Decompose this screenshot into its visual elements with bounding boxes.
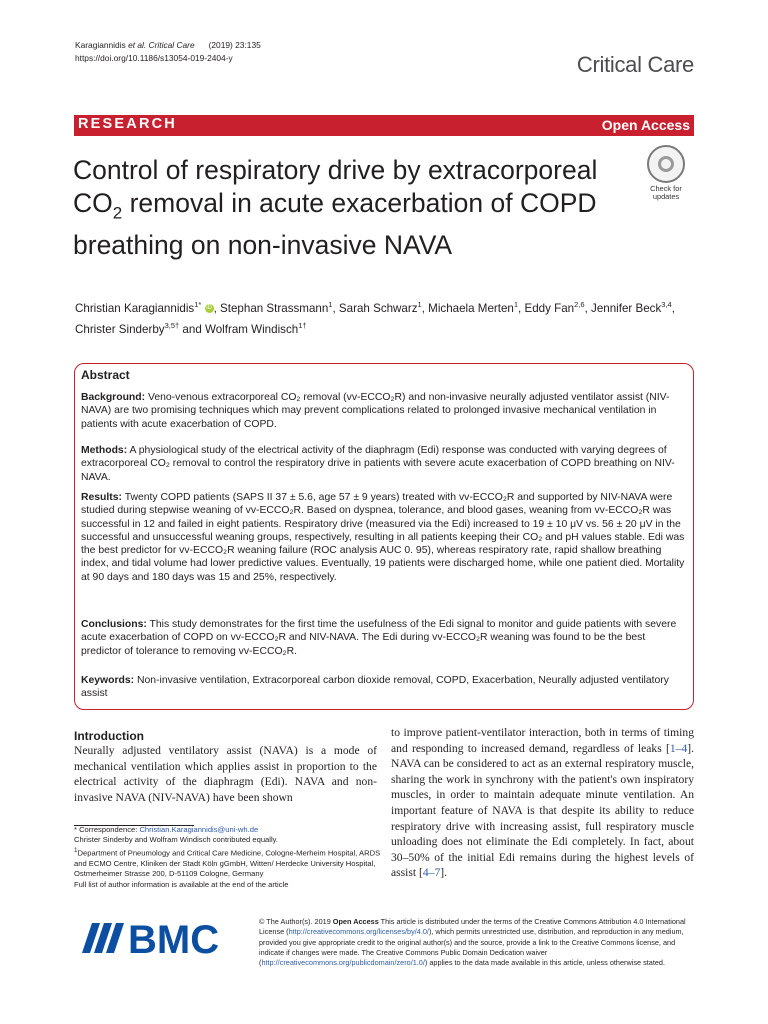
abstract-heading: Abstract bbox=[81, 368, 130, 382]
intro-text: to improve patient-ventilator interaction, both in terms of timing and responding to increased demand, regardless of leaks [ bbox=[391, 726, 694, 755]
introduction-heading: Introduction bbox=[74, 729, 144, 743]
methods-label: Methods: bbox=[81, 445, 128, 456]
full-list-note: Full list of author information is available at the end of the article bbox=[74, 879, 289, 889]
abstract-keywords bbox=[81, 674, 686, 701]
author: Stephan Strassmann bbox=[220, 301, 329, 315]
license-link[interactable]: http://creativecommons.org/licenses/by/4.0/ bbox=[288, 927, 429, 937]
license-part: ), which permits unrestricted use, distribution, and reproduction in any medium, provided you give appropriate credit to the original author(s) and the source, provide a link to the Creative Commons license, and indicate if changes were made. The Creative Commons Public Domain Dedication waiver ( bbox=[259, 927, 684, 968]
authors-and: and bbox=[182, 322, 202, 336]
open-access-label: Open Access bbox=[601, 117, 690, 133]
license-part: This article is distributed under the terms of the Creative Commons Attribution 4.0 International License ( bbox=[259, 917, 686, 937]
keywords-label: Keywords: bbox=[81, 675, 135, 686]
author-affiliation: 1 bbox=[417, 300, 422, 309]
affiliation-note bbox=[74, 846, 384, 880]
abstract-methods bbox=[81, 444, 686, 484]
header-authors: Karagiannidis bbox=[75, 40, 126, 50]
running-header bbox=[75, 39, 261, 64]
title-part1: Control of respiratory drive by extracorporeal CO bbox=[73, 155, 598, 218]
header-doi[interactable]: https://doi.org/10.1186/s13054-019-2404-y bbox=[75, 52, 233, 63]
author: Eddy Fan bbox=[524, 301, 575, 315]
check-updates-line2: updates bbox=[652, 191, 680, 201]
intro-text: ]. bbox=[440, 866, 448, 880]
author: Michaela Merten bbox=[428, 301, 514, 315]
license-text bbox=[259, 917, 689, 968]
correspondence-label: * Correspondence: bbox=[74, 825, 138, 834]
results-label: Results: bbox=[81, 492, 122, 503]
author: Christian Karagiannidis bbox=[75, 301, 195, 315]
author-affiliation: 1* bbox=[194, 300, 202, 309]
bmc-logo-text: BMC bbox=[128, 918, 220, 959]
journal-name: Critical Care bbox=[576, 52, 694, 77]
author-affiliation: 2,6 bbox=[574, 300, 585, 309]
license-part: © The Author(s). 2019 bbox=[259, 917, 333, 926]
author-affiliation: 3,5† bbox=[164, 320, 180, 330]
article-type-banner bbox=[74, 115, 694, 136]
introduction-left-column: Neurally adjusted ventilatory assist (NAVA) is a mode of mechanical ventilation which applies assist in proportion to the electrical activity of the diaphragm (Edi). NAVA and non-invasive NAVA (NIV-NAVA) have been shown bbox=[74, 744, 377, 804]
methods-text: A physiological study of the electrical activity of the diaphragm (Edi) response was conducted with varying degrees of extracorporeal CO₂ removal to control the respiratory drive in patients with severe acute exacerbation of COPD breathing on NIV-NAVA. bbox=[81, 445, 675, 483]
license-part: ) applies to the data made available in this article, unless otherwise stated. bbox=[424, 958, 666, 968]
bmc-logo-icon bbox=[82, 923, 124, 953]
bmc-logo bbox=[78, 915, 228, 959]
affiliation-text: Department of Pneumology and Critical Care Medicine, Cologne-Merheim Hospital, ARDS and ECMO Centre, Kliniken der Stadt Köln gGmbH, Witten/ Herdecke University Hospital, Ostmerheimer Strasse 200, D-51109 Cologne, Germany bbox=[74, 848, 381, 879]
check-for-updates-badge[interactable] bbox=[640, 145, 692, 203]
intro-text: ]. NAVA can be considered to act as an external respiratory muscle, sharing the work in synchrony with the patient's own inspiratory muscles, in order to maintain adequate minute ventilation. An important feature of NAVA is that despite its ability to reduce respiratory drive with increasing assist, full respiratory muscle unloading does not eliminate the Edi completely. In fact, about 30–50% of the initial Edi remains during the highest levels of assist [ bbox=[391, 741, 694, 880]
affiliation-number: 1 bbox=[74, 846, 78, 854]
results-text: Twenty COPD patients (SAPS II 37 ± 5.6, age 57 ± 9 years) treated with vv-ECCO₂R and supported by NIV-NAVA were studied during stepwise weaning of vv-ECCO₂R. Based on dyspnea, tolerance, and blood gases, weaning from vv-ECCO₂R was successful in 12 and failed in eight patients. Respiratory drive (measured via the Edi) increased to 19 ± 10 μV vs. 56 ± 20 μV in the successful and unsuccessful weaning groups, respectively, resulting in all patients keeping their CO₂ and pH values stable. Edi was the best predictor for vv-ECCO₂R weaning failure (ROC analysis AUC 0. 95), whereas respiratory rate, rapid shallow breathing index, and tidal volume had lower predictive values. Eventually, 19 patients were discharged home, while one patient died. Mortality at 90 days and 180 days was 15 and 25%, respectively. bbox=[81, 492, 685, 583]
citation-link[interactable]: 1–4 bbox=[669, 741, 688, 755]
author: Christer Sinderby bbox=[75, 322, 165, 336]
header-year: (2019) 23:135 bbox=[208, 40, 261, 50]
title-part2: removal in acute exacerbation of COPD breathing on non-invasive NAVA bbox=[73, 187, 597, 261]
citation-link[interactable]: 4–7 bbox=[422, 866, 441, 880]
introduction-right-column bbox=[391, 725, 694, 881]
title-subscript: 2 bbox=[112, 202, 123, 222]
author-affiliation: 1† bbox=[298, 320, 307, 330]
author-affiliation: 1 bbox=[513, 300, 519, 309]
author-list: Christian Karagiannidis$^{1*}$ iD , Stephan Strassmann$^1$, Sarah Schwarz$^1$, Michaela Merten$^1$, Eddy Fan$^{2,6}$, Jennifer Beck$^{3,4}$, Christer Sinderby$^{3,5\dagger}$ and Wolfram Windisch$^{1\dagger}$ bbox=[75, 300, 675, 336]
conclusions-label: Conclusions: bbox=[81, 619, 147, 630]
abstract-background bbox=[81, 391, 686, 431]
correspondence bbox=[74, 825, 384, 835]
author-affiliation: 3,4 bbox=[661, 300, 672, 309]
author: Wolfram Windisch bbox=[205, 322, 299, 336]
correspondence-email[interactable]: Christian.Karagiannidis@uni-wh.de bbox=[139, 825, 259, 834]
check-updates-icon bbox=[647, 145, 685, 183]
author: Jennifer Beck bbox=[591, 301, 662, 315]
equal-contribution-note: Christer Sinderby and Wolfram Windisch contributed equally. bbox=[74, 835, 278, 845]
background-text: Veno-venous extracorporeal CO₂ removal (vv-ECCO₂R) and non-invasive neurally adjusted ventilator assist (NIV-NAVA) are two promising techniques which may prevent complications related to prolonged invasive mechanical ventilation in patients with acute exacerbation of COPD. bbox=[81, 392, 670, 430]
author: Sarah Schwarz bbox=[338, 301, 418, 315]
conclusions-text: This study demonstrates for the first time the usefulness of the Edi signal to monitor and guide patients with severe acute exacerbation of COPD on vv-ECCO₂R and NIV-NAVA. The Edi during vv-ECCO₂R weaning was found to be the best predictor of tolerance to removing vv-ECCO₂R. bbox=[81, 619, 677, 657]
author-affiliation: 1 bbox=[328, 300, 333, 309]
abstract-conclusions bbox=[81, 618, 686, 658]
article-type-label: RESEARCH bbox=[78, 116, 177, 132]
abstract-results bbox=[81, 491, 686, 584]
check-updates-line1: Check for bbox=[650, 184, 682, 193]
footnotes bbox=[74, 825, 384, 890]
license-link[interactable]: http://creativecommons.org/publicdomain/zero/1.0/ bbox=[261, 958, 425, 968]
orcid-icon[interactable]: iD bbox=[206, 305, 212, 312]
header-etal: et al. Critical Care bbox=[128, 40, 195, 50]
background-label: Background: bbox=[81, 392, 146, 403]
article-title bbox=[73, 154, 613, 262]
keywords-text: Non-invasive ventilation, Extracorporeal carbon dioxide removal, COPD, Exacerbation, Neurally adjusted ventilatory assist bbox=[81, 675, 669, 700]
license-open-access: Open Access bbox=[332, 917, 379, 926]
